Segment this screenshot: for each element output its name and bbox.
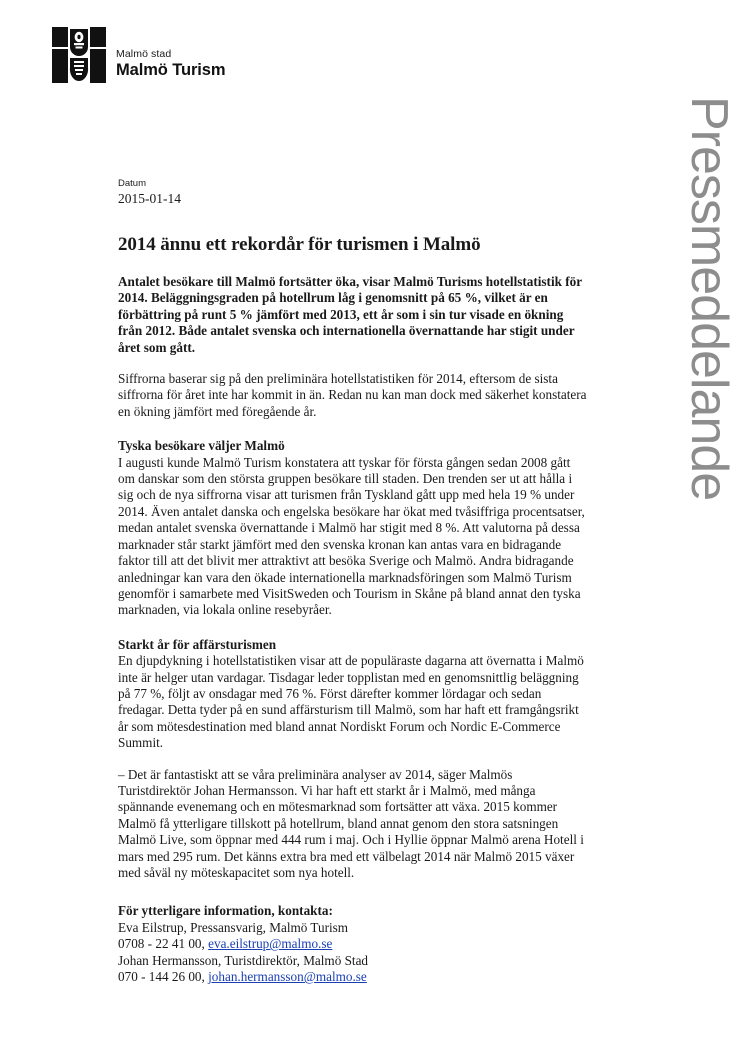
date-value: 2015-01-14 [118,191,181,206]
logo-block [52,27,225,83]
contact-heading: För ytterligare information, kontakta: [118,903,333,919]
section-text-1: I augusti kunde Malmö Turism konstatera att tyskar för första gången sedan 2008 gått om danskar som den största gruppen besökare till staden. Den trenden ser ut att hålla i sig och de nya siffrorna visar att turismen från Tyskland gått upp med hela 19 % under 2014. Även antalet danska och engelska besökare har ökat med tvåsiffriga procentsatser, medan antalet svenska övernattande i Malmö har stigit med 8 %. Att valutorna på dessa marknader står starkt jämfört med den svenska kronan kan antas vara en bidragande faktor till att det blivit mer attraktivt att besöka Sverige och Malmö. Andra bidragande anledningar kan vara den ökade internationella marknadsföringen som Malmö Turism genomför i samarbete med VisitSweden och Tourism in Skåne på bland annat den tyska marknaden, via lokala online resebyråer. [118,454,585,618]
logo-org-main: Malmö Turism [116,61,226,79]
logo-wordmark [116,27,225,80]
section-heading-1: Tyska besökare väljer Malmö [118,438,285,454]
section-heading-2: Starkt år för affärsturismen [118,636,277,652]
side-label-pressmeddelande: Pressmeddelande [680,96,738,501]
contact-person-1: Eva Eilstrup, Pressansvarig, Malmö Turism [118,919,349,935]
section-text-2: En djupdykning i hotellstatistiken visar att de populäraste dagarna att övernatta i Malmö inte är helger utan vardagar. Tisdagar leder topplistan med en genomsnittlig beläggning på 77 %, följt av onsdagar med 76 %. Först därefter kommer lördagar och sedan fredagar. Detta tyder på en sund affärsturism till Malmö, som har haft ett framgångsrikt år som mötesdestination med bland annat Nordiskt Forum och Nordic E-Commerce Summit. [118,653,584,751]
contact-phone-2 [118,969,588,985]
contact-email-1-link[interactable]: eva.eilstrup@malmo.se [208,936,333,952]
contact-email-2-link[interactable]: johan.hermansson@malmo.se [208,969,367,985]
contact-phone-1 [118,936,588,952]
contact-person-2: Johan Hermansson, Turistdirektör, Malmö Stad [118,952,369,968]
lead-paragraph: Antalet besökare till Malmö fortsätter öka, visar Malmö Turisms hotellstatistik för 2014. Beläggningsgraden på hotellrum låg i genomsnitt på 65 %, vilket är en förbättring på runt 5 % jämfört med 2013, ett år som i sin tur visade en ökning från 2012. Både antalet svenska och internationella övernattande har stigit under året som gått. [118,274,582,355]
contact-phone-1-text: 0708 - 22 41 00, [118,936,209,952]
logo-org-small: Malmö stad [116,48,172,60]
intro-paragraph: Siffrorna baserar sig på den preliminära hotellstatistiken för 2014, eftersom de sista siffrorna för året inte har kommit in än. Redan nu kan man dock med säkerhet konstatera en ökning jämfört med föregående år. [118,371,587,419]
document-content [118,178,588,985]
page-title: 2014 ännu ett rekordår för turismen i Malmö [118,234,481,255]
date-label: Datum [118,178,146,189]
quote-paragraph: – Det är fantastiskt att se våra preliminära analyser av 2014, säger Malmös Turistdirektör Johan Hermansson. Vi har haft ett starkt år i Malmö, med många spännande evenemang och en mötesmarknad som fortsätter att växa. 2015 kommer Malmö få ytterligare tillskott på hotellrum, bland annat genom den stora satsningen Malmö Live, som öppnar med 444 rum i maj. Och i Hyllie öppnar Malmö arena Hotell i mars med 295 rum. Det känns extra bra med ett välbelagt 2014 när Malmö 2015 växer med såväl ny möteskapacitet som nya hotell. [118,766,584,880]
malmo-city-crest-icon [52,27,106,83]
contact-phone-2-text: 070 - 144 26 00, [118,969,209,985]
